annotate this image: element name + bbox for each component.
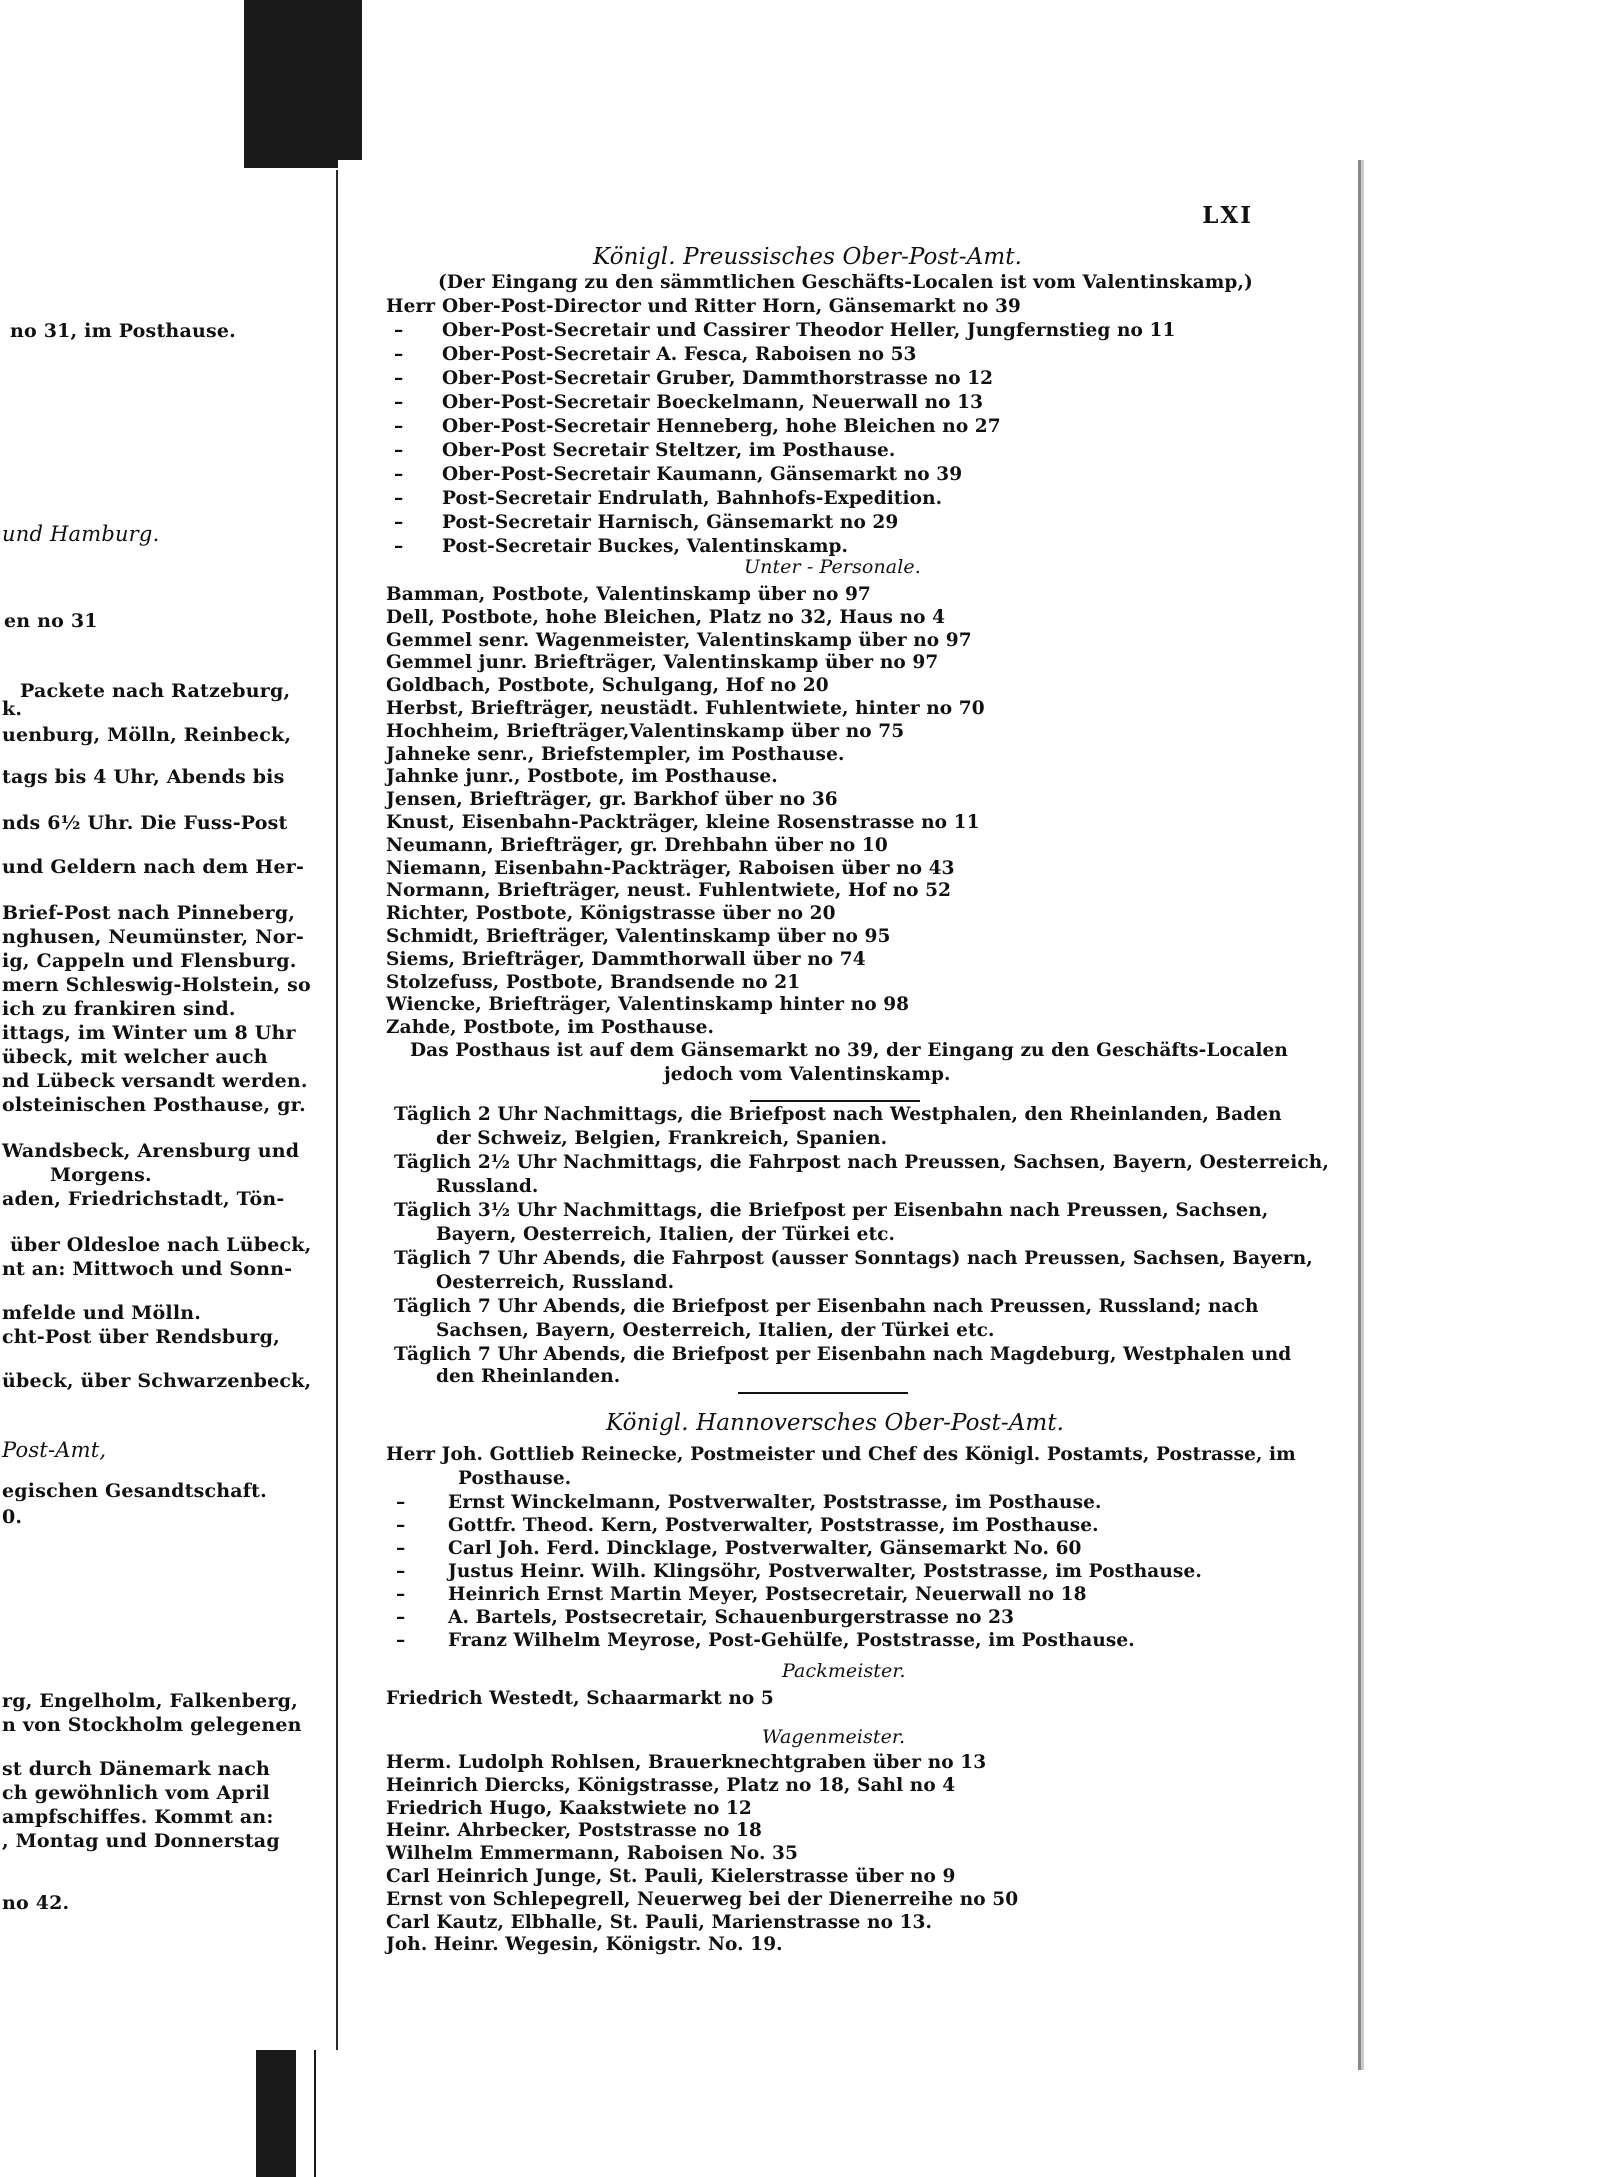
- staff-entry: Zahde, Postbote, im Posthause.: [386, 1017, 714, 1039]
- wagenmeister-entry: Friedrich Hugo, Kaakstwiete no 12: [386, 1797, 752, 1819]
- dash-marker: –: [396, 1538, 406, 1559]
- wagenmeister-entry: Carl Kautz, Elbhalle, St. Pauli, Marienstrasse no 13.: [386, 1911, 933, 1933]
- left-line: en no 31: [4, 610, 98, 632]
- staff-entry: Jensen, Briefträger, gr. Barkhof über no 36: [386, 789, 838, 811]
- left-line: 0.: [2, 1506, 23, 1528]
- entrance-note: (Der Eingang zu den sämmtlichen Geschäfts-Localen ist vom Valentinskamp,): [438, 272, 1253, 293]
- schedule-line: Täglich 7 Uhr Abends, die Fahrpost (ausser Sonntags) nach Preussen, Sachsen, Bayern,: [394, 1248, 1313, 1269]
- book-spine-top: [244, 0, 362, 168]
- section-title-prussian: Königl. Preussisches Ober-Post-Amt.: [593, 244, 1022, 270]
- schedule-line: Täglich 7 Uhr Abends, die Briefpost per Eisenbahn nach Magdeburg, Westphalen und: [394, 1344, 1292, 1365]
- left-page: [0, 170, 342, 2050]
- hanover-official-entry: A. Bartels, Postsecretair, Schauenburgerstrasse no 23: [448, 1607, 1015, 1628]
- left-line: olsteinischen Posthause, gr.: [2, 1094, 306, 1116]
- schedule-line: Täglich 2½ Uhr Nachmittags, die Fahrpost nach Preussen, Sachsen, Bayern, Oesterreich,: [394, 1152, 1329, 1173]
- official-entry: Ober-Post-Secretair Kaumann, Gänsemarkt no 39: [442, 464, 963, 485]
- official-entry: Ober-Post-Secretair A. Fesca, Raboisen no 53: [442, 344, 917, 365]
- schedule-line: Täglich 7 Uhr Abends, die Briefpost per Eisenbahn nach Preussen, Russland; nach: [394, 1296, 1259, 1317]
- schedule-line: Sachsen, Bayern, Oesterreich, Italien, der Türkei etc.: [436, 1320, 995, 1341]
- left-line: mfelde und Mölln.: [2, 1302, 202, 1324]
- dash-marker: –: [396, 1561, 406, 1582]
- hanover-official-entry: Carl Joh. Ferd. Dincklage, Postverwalter, Gänsemarkt No. 60: [448, 1538, 1082, 1559]
- staff-entry: Normann, Briefträger, neust. Fuhlentwiete, Hof no 52: [386, 880, 952, 902]
- left-line: cht-Post über Rendsburg,: [2, 1326, 280, 1348]
- left-line: no 42.: [2, 1892, 70, 1914]
- schedule-line: Täglich 2 Uhr Nachmittags, die Briefpost nach Westphalen, den Rheinlanden, Baden: [394, 1104, 1282, 1125]
- left-line: mern Schleswig-Holstein, so: [2, 974, 311, 996]
- left-line: egischen Gesandtschaft.: [2, 1480, 267, 1502]
- official-entry: Ober-Post-Secretair Henneberg, hohe Bleichen no 27: [442, 416, 1001, 437]
- staff-entry: Siems, Briefträger, Dammthorwall über no 74: [386, 948, 866, 970]
- schedule-line: Oesterreich, Russland.: [436, 1272, 675, 1293]
- left-line: rg, Engelholm, Falkenberg,: [2, 1690, 298, 1712]
- schedule-line: den Rheinlanden.: [436, 1366, 621, 1387]
- staff-entry: Herbst, Briefträger, neustädt. Fuhlentwiete, hinter no 70: [386, 698, 985, 719]
- left-line: nds 6½ Uhr. Die Fuss-Post: [2, 812, 288, 834]
- staff-entry: Gemmel senr. Wagenmeister, Valentinskamp über no 97: [386, 629, 972, 651]
- left-line: k.: [2, 698, 23, 720]
- hanover-chief: Herr Joh. Gottlieb Reinecke, Postmeister und Chef des Königl. Postamts, Postrasse, im: [386, 1444, 1296, 1465]
- left-line: tags bis 4 Uhr, Abends bis: [2, 766, 285, 788]
- left-line: nd Lübeck versandt werden.: [2, 1070, 308, 1092]
- hanover-official-entry: Gottfr. Theod. Kern, Postverwalter, Poststrasse, im Posthause.: [448, 1515, 1099, 1536]
- dash-marker: –: [396, 1630, 406, 1651]
- director-entry: Ober-Post-Director und Ritter Horn, Gänsemarkt no 39: [442, 296, 1021, 317]
- top-margin: [0, 0, 1600, 170]
- official-entry: Ober-Post-Secretair Boeckelmann, Neuerwall no 13: [442, 392, 984, 413]
- book-spine-gap: [296, 2040, 314, 2177]
- dash-marker: –: [396, 1492, 406, 1513]
- schedule-line: Russland.: [436, 1176, 539, 1197]
- dash-marker: –: [394, 536, 404, 557]
- hanover-official-entry: Heinrich Ernst Martin Meyer, Postsecretair, Neuerwall no 18: [448, 1584, 1087, 1605]
- hanover-official-entry: Ernst Winckelmann, Postverwalter, Poststrasse, im Posthause.: [448, 1492, 1102, 1513]
- packmeister-entry: Friedrich Westedt, Schaarmarkt no 5: [386, 1688, 774, 1709]
- wagenmeister-entry: Carl Heinrich Junge, St. Pauli, Kielerstrasse über no 9: [386, 1866, 956, 1887]
- hanover-official-entry: Justus Heinr. Wilh. Klingsöhr, Postverwalter, Poststrasse, im Posthause.: [448, 1561, 1202, 1582]
- official-entry: Ober-Post-Secretair und Cassirer Theodor Heller, Jungfernstieg no 11: [442, 320, 1176, 341]
- left-line: Packete nach Ratzeburg,: [20, 680, 291, 702]
- staff-entry: Neumann, Briefträger, gr. Drehbahn über no 10: [386, 834, 888, 856]
- staff-entry: Jahneke senr., Briefstempler, im Posthause.: [386, 743, 845, 765]
- left-line: ittags, im Winter um 8 Uhr: [2, 1022, 296, 1044]
- official-entry: Post-Secretair Endrulath, Bahnhofs-Expedition.: [442, 488, 943, 509]
- left-line: no 31, im Posthause.: [10, 320, 236, 342]
- staff-entry: Knust, Eisenbahn-Packträger, kleine Rosenstrasse no 11: [386, 812, 980, 833]
- dash-marker: –: [394, 368, 404, 389]
- dash-marker: –: [394, 344, 404, 365]
- schedule-line: Bayern, Oesterreich, Italien, der Türkei etc.: [436, 1224, 896, 1245]
- official-entry: Post-Secretair Harnisch, Gänsemarkt no 29: [442, 512, 899, 533]
- left-line: , Montag und Donnerstag: [2, 1830, 280, 1852]
- left-line: ich zu frankiren sind.: [2, 998, 236, 1020]
- left-line: Post-Amt,: [2, 1438, 107, 1462]
- left-line: Brief-Post nach Pinneberg,: [2, 902, 296, 924]
- staff-entry: Gemmel junr. Briefträger, Valentinskamp über no 97: [386, 652, 939, 674]
- herr-label: Herr: [386, 296, 436, 317]
- hanover-official-entry: Franz Wilhelm Meyrose, Post-Gehülfe, Poststrasse, im Posthause.: [448, 1630, 1135, 1651]
- left-line: Morgens.: [50, 1164, 152, 1186]
- left-line: ig, Cappeln und Flensburg.: [2, 950, 297, 972]
- packmeister-heading: Packmeister.: [782, 1660, 906, 1682]
- left-line: st durch Dänemark nach: [2, 1758, 270, 1780]
- wagenmeister-heading: Wagenmeister.: [762, 1726, 906, 1748]
- staff-heading: Unter - Personale.: [744, 556, 921, 578]
- dash-marker: –: [396, 1607, 406, 1628]
- divider: [750, 1100, 920, 1102]
- left-line: übeck, mit welcher auch: [2, 1046, 268, 1068]
- left-line: nt an: Mittwoch und Sonn-: [2, 1258, 293, 1280]
- official-entry: Post-Secretair Buckes, Valentinskamp.: [442, 536, 849, 557]
- dash-marker: –: [394, 488, 404, 509]
- wagenmeister-entry: Joh. Heinr. Wegesin, Königstr. No. 19.: [386, 1934, 783, 1956]
- staff-entry: Dell, Postbote, hohe Bleichen, Platz no 32, Haus no 4: [386, 606, 946, 628]
- left-line: nghusen, Neumünster, Nor-: [2, 926, 304, 948]
- divider: [738, 1392, 908, 1394]
- left-line: über Oldesloe nach Lübeck,: [10, 1234, 312, 1256]
- dash-marker: –: [394, 416, 404, 437]
- schedule-line: Täglich 3½ Uhr Nachmittags, die Briefpost per Eisenbahn nach Preussen, Sachsen,: [394, 1200, 1269, 1221]
- page-number: LXI: [1202, 202, 1253, 229]
- left-line: Wandsbeck, Arensburg und: [2, 1140, 300, 1162]
- left-line: übeck, über Schwarzenbeck,: [2, 1370, 312, 1392]
- official-entry: Ober-Post Secretair Steltzer, im Posthause.: [442, 440, 896, 461]
- staff-entry: Goldbach, Postbote, Schulgang, Hof no 20: [386, 675, 829, 697]
- staff-entry: Stolzefuss, Postbote, Brandsende no 21: [386, 971, 801, 993]
- posthaus-note: Das Posthaus ist auf dem Gänsemarkt no 39, der Eingang zu den Geschäfts-Localen: [410, 1040, 1288, 1061]
- staff-entry: Richter, Postbote, Königstrasse über no 20: [386, 903, 836, 925]
- dash-marker: –: [394, 440, 404, 461]
- posthaus-note-cont: jedoch vom Valentinskamp.: [664, 1064, 951, 1085]
- wagenmeister-entry: Heinr. Ahrbecker, Poststrasse no 18: [386, 1820, 762, 1842]
- staff-entry: Wiencke, Briefträger, Valentinskamp hinter no 98: [386, 994, 910, 1016]
- left-line: ch gewöhnlich vom April: [2, 1782, 270, 1804]
- dash-marker: –: [396, 1584, 406, 1605]
- wagenmeister-entry: Ernst von Schlepegrell, Neuerweg bei der Dienerreihe no 50: [386, 1888, 1019, 1910]
- schedule-line: der Schweiz, Belgien, Frankreich, Spanien.: [436, 1128, 888, 1149]
- official-entry: Ober-Post-Secretair Gruber, Dammthorstrasse no 12: [442, 368, 994, 389]
- staff-entry: Bamman, Postbote, Valentinskamp über no 97: [386, 584, 871, 605]
- wagenmeister-entry: Wilhelm Emmermann, Raboisen No. 35: [386, 1843, 798, 1865]
- wagenmeister-entry: Herm. Ludolph Rohlsen, Brauerknechtgraben über no 13: [386, 1752, 987, 1773]
- left-line: und Hamburg.: [2, 522, 160, 546]
- staff-entry: Niemann, Eisenbahn-Packträger, Raboisen über no 43: [386, 857, 955, 879]
- right-page: [338, 160, 1361, 2070]
- dash-marker: –: [394, 464, 404, 485]
- left-line: n von Stockholm gelegenen: [2, 1714, 302, 1736]
- left-line: und Geldern nach dem Her-: [2, 856, 305, 878]
- dash-marker: –: [394, 512, 404, 533]
- hanover-chief-cont: Posthause.: [458, 1468, 572, 1489]
- staff-entry: Jahnke junr., Postbote, im Posthause.: [386, 766, 778, 788]
- dash-marker: –: [394, 392, 404, 413]
- left-line: ampfschiffes. Kommt an:: [2, 1806, 274, 1828]
- left-line: uenburg, Mölln, Reinbeck,: [2, 724, 292, 746]
- dash-marker: –: [396, 1515, 406, 1536]
- left-line: aden, Friedrichstadt, Tön-: [2, 1188, 285, 1210]
- wagenmeister-entry: Heinrich Diercks, Königstrasse, Platz no 18, Sahl no 4: [386, 1774, 956, 1796]
- staff-entry: Hochheim, Briefträger,Valentinskamp über no 75: [386, 720, 905, 742]
- dash-marker: –: [394, 320, 404, 341]
- staff-entry: Schmidt, Briefträger, Valentinskamp über no 95: [386, 926, 891, 947]
- section-title-hanover: Königl. Hannoversches Ober-Post-Amt.: [606, 1410, 1065, 1436]
